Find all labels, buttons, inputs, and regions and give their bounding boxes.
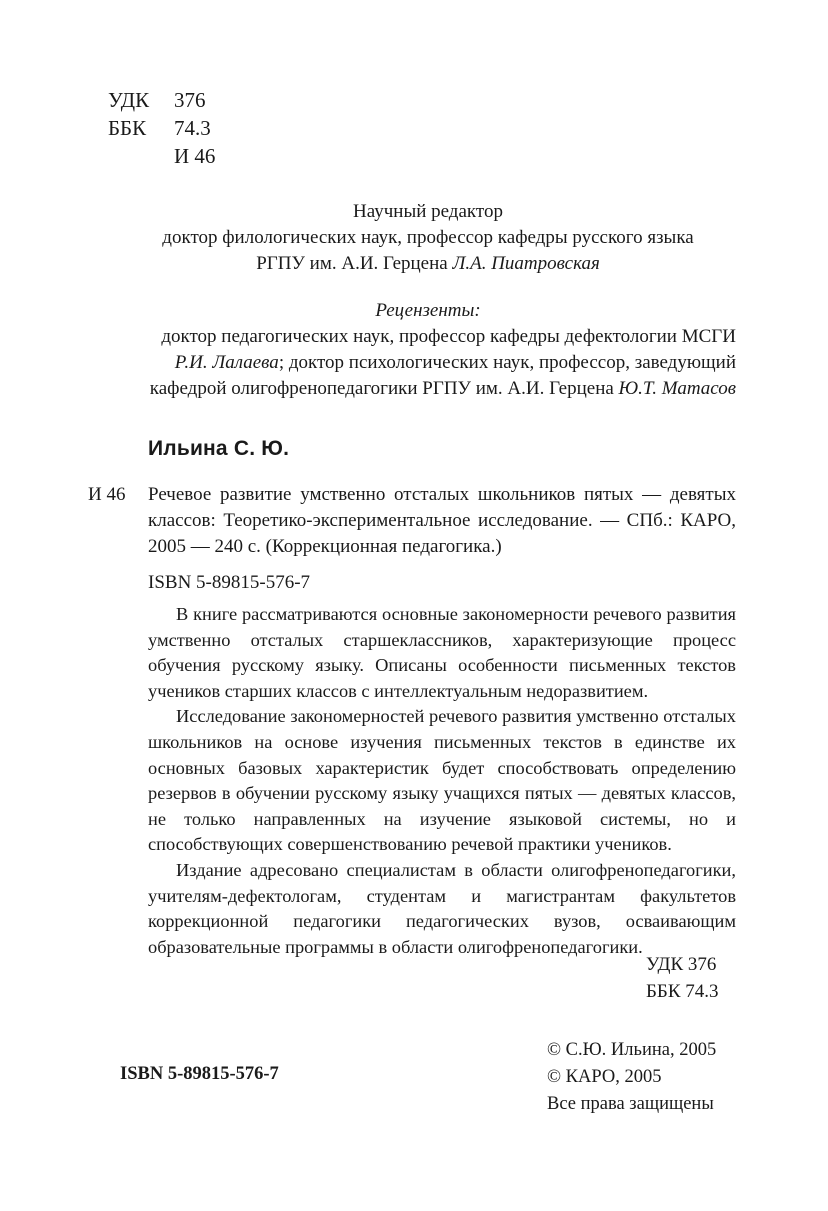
record-isbn: ISBN 5-89815-576-7 <box>148 572 311 593</box>
rights-reserved: Все права защищены <box>547 1094 714 1114</box>
reviewers-block <box>60 324 736 402</box>
udk-value: 376 <box>174 88 206 112</box>
editor-line3 <box>60 251 796 277</box>
copyright-author: © С.Ю. Ильина, 2005 <box>547 1040 717 1060</box>
annotation-paragraph-2: Исследование закономерностей речевого развития умственно отсталых школьников на основе изучения письменных текстов в единстве их основных базовых характеристик будет способствовать определению резервов в обучении русскому языку учащихся пятых — девятых классов, не только направленных на изучение языковой системы, но и способствующих совершенствованию речевой практики учеников. <box>148 706 736 855</box>
bbk-label: ББК <box>108 116 147 140</box>
reviewers-line2 <box>60 350 736 376</box>
editor-name: Л.А. Пиатровская <box>452 253 600 274</box>
udk-label: УДК <box>108 88 150 112</box>
editor-block <box>60 199 796 277</box>
annotation-paragraph-1: В книге рассматриваются основные закономерности речевого развития умственно отсталых старшеклассников, характеризующие процесс обучения русскому языку. Описаны особенности письменных текстов учеников старших классов с интеллектуальным недоразвитием. <box>148 604 736 701</box>
annotation <box>148 602 736 960</box>
record-code: И 46 <box>88 484 126 505</box>
copyright-publisher: © КАРО, 2005 <box>547 1067 662 1087</box>
record-author: Ильина С. Ю. <box>148 437 290 460</box>
bottom-classification <box>646 951 719 1005</box>
bottom-udk: УДК 376 <box>646 954 717 975</box>
copyright-block <box>547 1037 716 1118</box>
reviewers-line3-prefix: кафедрой олигофренопедагогики РГПУ им. А.И. Герцена <box>149 378 614 399</box>
editor-role: Научный редактор <box>353 201 503 222</box>
author-mark: И 46 <box>174 144 216 168</box>
bottom-bbk: ББК 74.3 <box>646 981 719 1002</box>
footer-isbn: ISBN 5-89815-576-7 <box>120 1064 279 1084</box>
editor-line2: доктор филологических наук, профессор кафедры русского языка <box>162 227 694 248</box>
editor-affiliation: РГПУ им. А.И. Герцена <box>256 253 448 274</box>
annotation-paragraph-3: Издание адресовано специалистам в области олигофренопедагогики, учителям-дефектологам, студентам и магистрантам факультетов коррекционной педагогики педагогических вузов, осваивающим образовательные программы в области олигофренопедагогики. <box>148 859 736 957</box>
reviewer-name-1: Р.И. Лалаева <box>174 352 279 373</box>
reviewer-name-2: Ю.Т. Матасов <box>618 378 736 399</box>
record-description: Речевое развитие умственно отсталых школьников пятых — девятых классов: Теоретико-экспериментальное исследование. — СПб.: КАРО, 2005 — 240 с. (Коррекционная педагогика.) <box>148 484 736 557</box>
reviewers-heading-text: Рецензенты: <box>375 300 481 321</box>
bbk-value: 74.3 <box>174 116 211 140</box>
reviewers-line3 <box>60 376 736 402</box>
reviewers-heading <box>60 298 796 324</box>
reviewers-line2-rest: ; доктор психологических наук, профессор, заведующий <box>278 352 736 373</box>
reviewers-line1: доктор педагогических наук, профессор кафедры дефектологии МСГИ <box>161 326 736 347</box>
